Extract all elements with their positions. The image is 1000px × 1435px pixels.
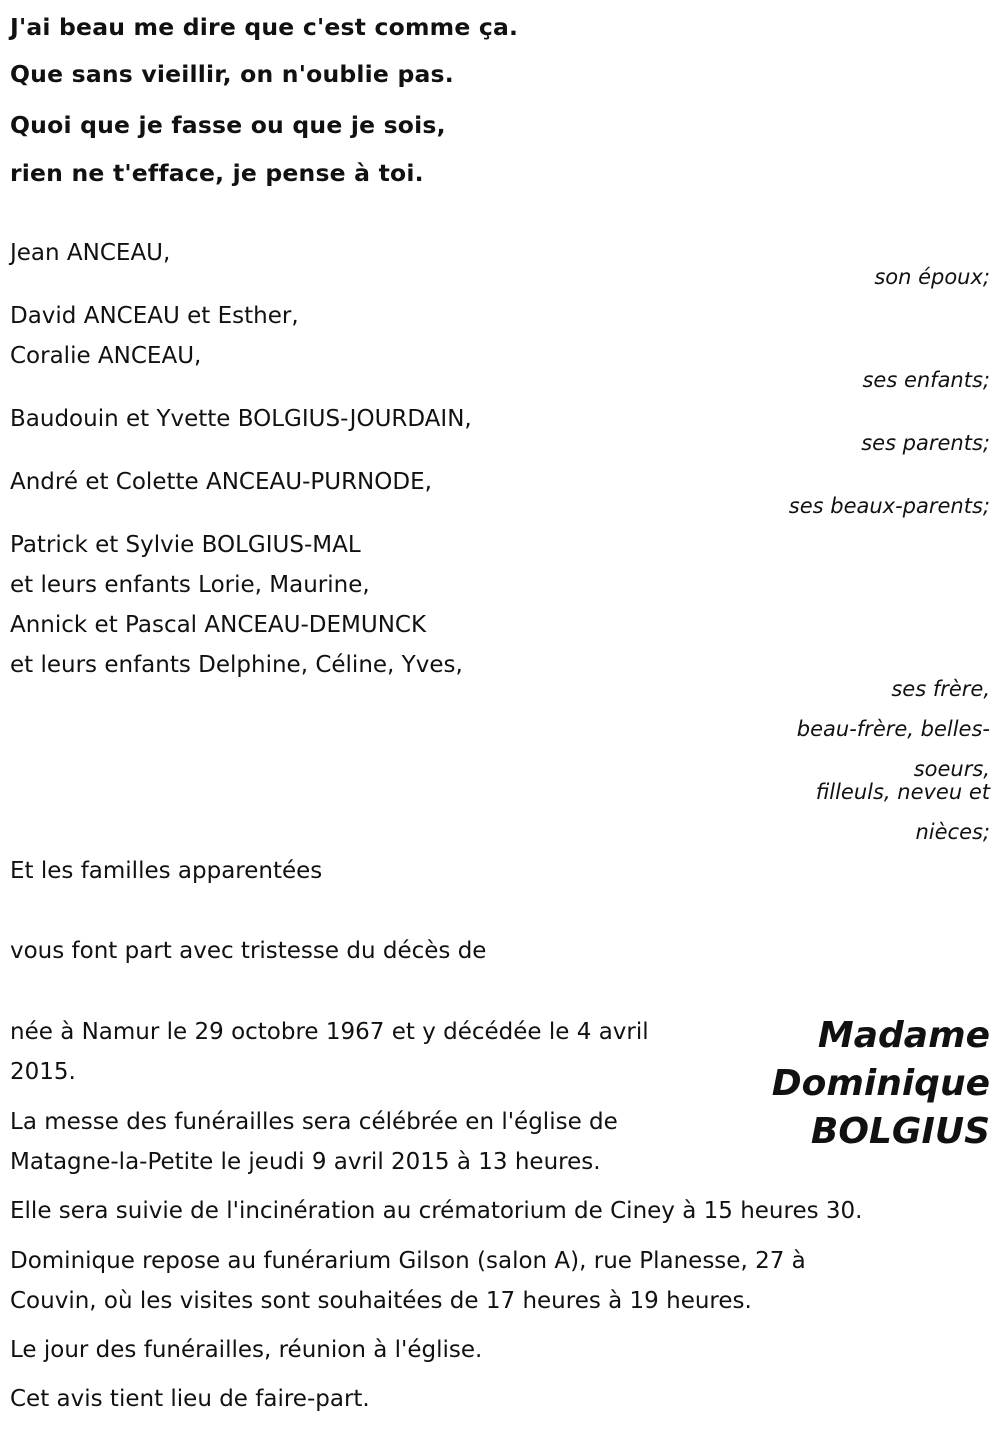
spouse-name: Jean ANCEAU, [10,240,171,266]
deceased-title: Madame [817,1015,990,1056]
poem-line-2: Que sans vieillir, on n'oublie pas. [10,60,454,88]
sibling-line-3: Annick et Pascal ANCEAU-DEMUNCK [10,612,427,638]
rest-line-1: Dominique repose au funérarium Gilson (salon A), rue Planesse, 27 à [10,1248,806,1274]
meeting-paragraph [10,1330,482,1370]
birth-line-2: 2015. [10,1059,76,1085]
poem-line-1: J'ai beau me dire que c'est comme ça. [10,13,519,41]
related-families: Et les familles apparentées [10,858,323,884]
notice-line: Cet avis tient lieu de faire-part. [10,1386,370,1412]
cremation-paragraph [10,1191,862,1231]
cremation-line: Elle sera suivie de l'incinération au crématorium de Ciney à 15 heures 30. [10,1198,863,1224]
meeting-line: Le jour des funérailles, réunion à l'église. [10,1337,483,1363]
funeral-home-paragraph [10,1241,806,1321]
sibling-line-4: et leurs enfants Delphine, Céline, Yves, [10,652,463,678]
parents-relation: ses parents; [861,431,990,455]
deceased-first-name: Dominique [771,1063,990,1104]
mass-paragraph [10,1102,618,1182]
spouse-relation: son époux; [874,265,990,289]
siblings-relation-3: soeurs, [913,757,990,781]
deceased-last-name: BOLGIUS [810,1111,990,1152]
siblings-relation-2: beau-frère, belles- [796,717,990,741]
siblings-relation-4: filleuls, neveu et [815,780,990,804]
rest-line-2: Couvin, où les visites sont souhaitées de 17 heures à 19 heures. [10,1288,752,1314]
parents-name: Baudouin et Yvette BOLGIUS-JOURDAIN, [10,406,472,432]
siblings-relation-1: ses frère, [891,677,990,701]
announcement-text: vous font part avec tristesse du décès de [10,938,487,964]
sibling-line-1: Patrick et Sylvie BOLGIUS-MAL [10,532,361,558]
child-name-1: David ANCEAU et Esther, [10,303,299,329]
poem-line-3: Quoi que je fasse ou que je sois, [10,111,446,139]
children-relation: ses enfants; [862,368,990,392]
mass-line-1: La messe des funérailles sera célébrée en l'église de [10,1109,618,1135]
birth-line-1: née à Namur le 29 octobre 1967 et y décédée le 4 avril [10,1019,649,1045]
inlaws-relation: ses beaux-parents; [788,494,990,518]
birth-death-paragraph [10,1012,649,1092]
inlaws-name: André et Colette ANCEAU-PURNODE, [10,469,432,495]
notice-paragraph [10,1379,370,1419]
poem-line-4: rien ne t'efface, je pense à toi. [10,159,424,187]
mass-line-2: Matagne-la-Petite le jeudi 9 avril 2015 à 13 heures. [10,1149,601,1175]
deceased-name [772,1012,990,1156]
siblings-relation-5: nièces; [915,820,990,844]
sibling-line-2: et leurs enfants Lorie, Maurine, [10,572,370,598]
child-name-2: Coralie ANCEAU, [10,343,202,369]
